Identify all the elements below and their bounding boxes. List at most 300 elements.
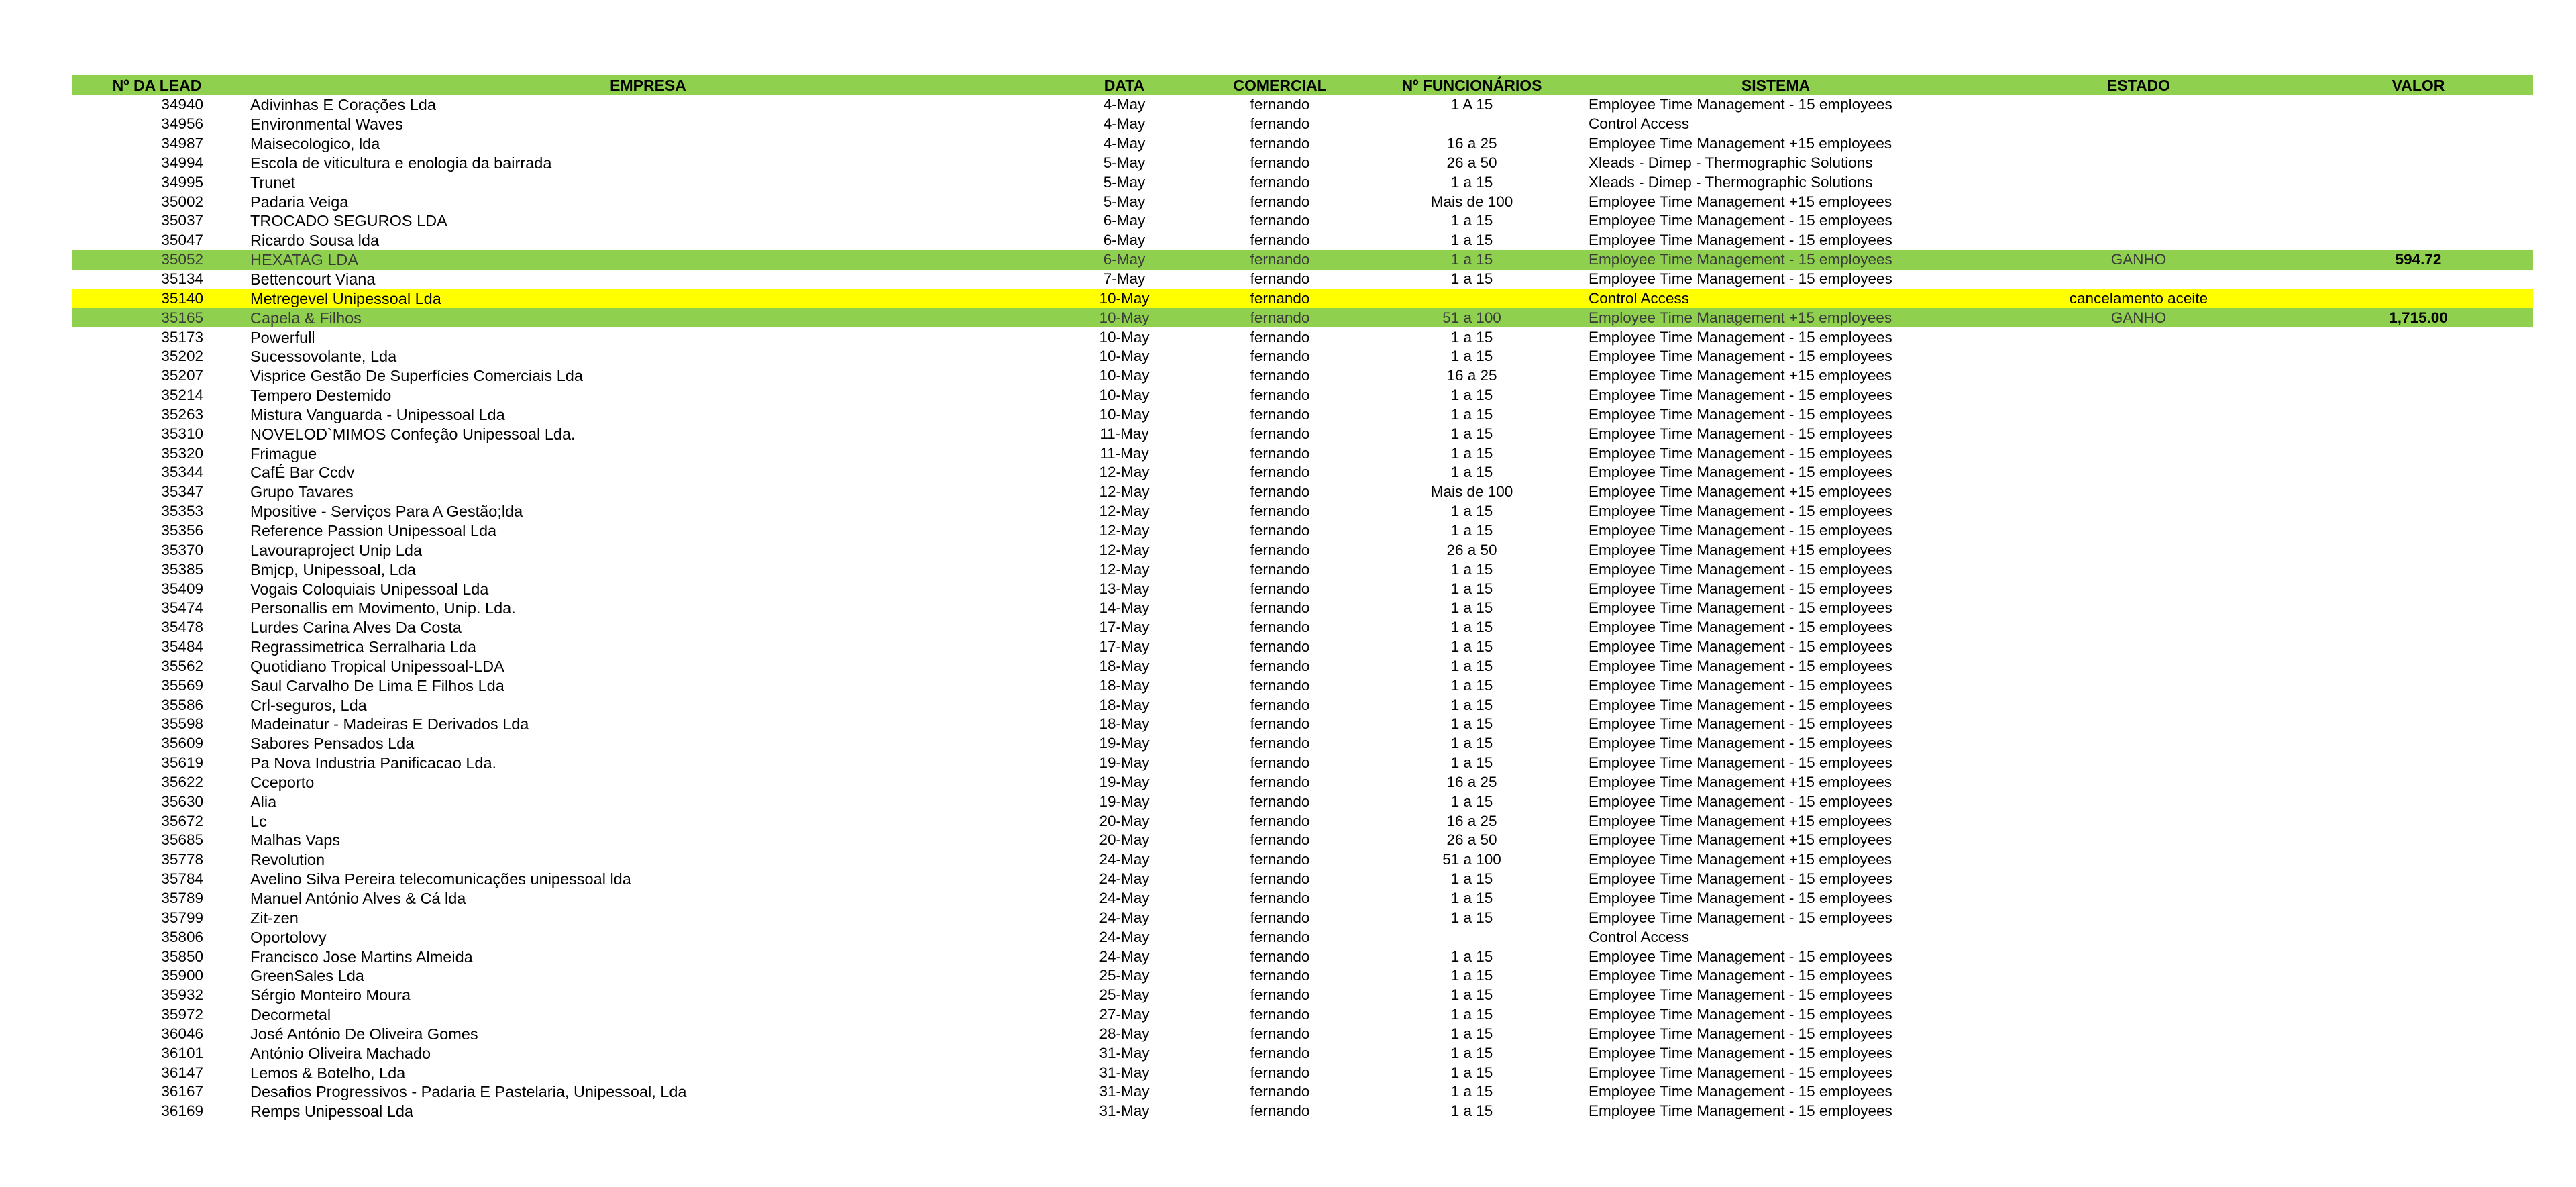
- cell-estado[interactable]: cancelamento aceite: [2069, 289, 2208, 307]
- cell-funcionarios[interactable]: 1 a 15: [1450, 967, 1493, 984]
- cell-sistema[interactable]: Employee Time Management - 15 employees: [1589, 503, 1892, 520]
- cell-valor[interactable]: [2304, 154, 2533, 173]
- cell-valor[interactable]: 1,715.00: [2389, 309, 2448, 326]
- cell-lead-number[interactable]: 36147: [161, 1064, 203, 1081]
- cell-lead-number[interactable]: 35140: [161, 289, 203, 307]
- cell-lead-number[interactable]: 35789: [161, 890, 203, 907]
- cell-funcionarios[interactable]: 1 a 15: [1450, 792, 1493, 810]
- cell-empresa[interactable]: Sérgio Monteiro Moura: [250, 986, 411, 1004]
- cell-comercial[interactable]: fernando: [1250, 986, 1310, 1004]
- cell-data[interactable]: 12-May: [1099, 483, 1150, 501]
- cell-comercial[interactable]: fernando: [1250, 638, 1310, 656]
- cell-estado[interactable]: GANHO: [2110, 251, 2167, 268]
- cell-comercial[interactable]: fernando: [1250, 947, 1310, 965]
- cell-sistema[interactable]: Employee Time Management - 15 employees: [1589, 792, 1892, 810]
- cell-funcionarios[interactable]: 1 a 15: [1450, 348, 1493, 365]
- cell-comercial[interactable]: fernando: [1250, 657, 1310, 674]
- cell-funcionarios[interactable]: [1366, 115, 1578, 134]
- cell-comercial[interactable]: fernando: [1250, 270, 1310, 288]
- cell-comercial[interactable]: fernando: [1250, 541, 1310, 558]
- cell-lead-number[interactable]: 35047: [161, 231, 203, 249]
- cell-estado[interactable]: [1974, 656, 2304, 676]
- cell-funcionarios[interactable]: 1 A 15: [1450, 96, 1493, 113]
- cell-estado[interactable]: [1974, 115, 2304, 134]
- header-estado[interactable]: ESTADO: [2106, 76, 2171, 94]
- cell-valor[interactable]: [2304, 95, 2533, 115]
- cell-comercial[interactable]: fernando: [1250, 599, 1310, 617]
- cell-data[interactable]: 11-May: [1099, 425, 1149, 442]
- cell-funcionarios[interactable]: 1 a 15: [1450, 947, 1493, 965]
- cell-valor[interactable]: [2304, 192, 2533, 211]
- cell-lead-number[interactable]: 35165: [161, 309, 203, 326]
- cell-comercial[interactable]: fernando: [1250, 115, 1310, 133]
- cell-comercial[interactable]: fernando: [1250, 792, 1310, 810]
- cell-funcionarios[interactable]: 26 a 50: [1446, 541, 1497, 558]
- cell-valor[interactable]: [2304, 1025, 2533, 1044]
- cell-sistema[interactable]: Employee Time Management - 15 employees: [1589, 212, 1892, 229]
- cell-sistema[interactable]: Employee Time Management - 15 employees: [1589, 464, 1892, 481]
- cell-empresa[interactable]: Bmjcp, Unipessoal, Lda: [250, 560, 416, 578]
- cell-data[interactable]: 7-May: [1103, 270, 1146, 288]
- cell-estado[interactable]: [1974, 270, 2304, 289]
- cell-sistema[interactable]: Employee Time Management - 15 employees: [1589, 1083, 1892, 1100]
- cell-empresa[interactable]: Oportolovy: [250, 928, 327, 946]
- cell-estado[interactable]: [1974, 560, 2304, 579]
- cell-lead-number[interactable]: 35478: [161, 619, 203, 636]
- cell-lead-number[interactable]: 35484: [161, 638, 203, 656]
- cell-funcionarios[interactable]: 1 a 15: [1450, 1025, 1493, 1042]
- cell-comercial[interactable]: fernando: [1250, 812, 1310, 829]
- cell-funcionarios[interactable]: 1 a 15: [1450, 212, 1493, 229]
- cell-empresa[interactable]: Lavouraproject Unip Lda: [250, 541, 423, 559]
- cell-data[interactable]: 14-May: [1099, 599, 1150, 617]
- cell-data[interactable]: 10-May: [1099, 405, 1150, 423]
- cell-sistema[interactable]: Employee Time Management +15 employees: [1589, 309, 1892, 326]
- cell-funcionarios[interactable]: 16 a 25: [1446, 135, 1497, 152]
- cell-lead-number[interactable]: 35806: [161, 928, 203, 945]
- cell-lead-number[interactable]: 35630: [161, 792, 203, 810]
- cell-lead-number[interactable]: 35347: [161, 483, 203, 501]
- cell-lead-number[interactable]: 35052: [161, 251, 203, 268]
- cell-data[interactable]: 10-May: [1099, 328, 1150, 346]
- cell-estado[interactable]: [1974, 521, 2304, 541]
- cell-empresa[interactable]: NOVELOD`MIMOS Confeção Unipessoal Lda.: [250, 425, 576, 443]
- cell-valor[interactable]: [2304, 715, 2533, 734]
- cell-lead-number[interactable]: 35037: [161, 212, 203, 229]
- cell-comercial[interactable]: fernando: [1250, 483, 1310, 501]
- cell-lead-number[interactable]: 34940: [161, 96, 203, 113]
- cell-lead-number[interactable]: 35202: [161, 348, 203, 365]
- cell-sistema[interactable]: Employee Time Management - 15 employees: [1589, 696, 1892, 713]
- cell-valor[interactable]: [2304, 831, 2533, 850]
- cell-estado[interactable]: [1974, 773, 2304, 792]
- cell-comercial[interactable]: fernando: [1250, 696, 1310, 713]
- cell-comercial[interactable]: fernando: [1250, 348, 1310, 365]
- header-data[interactable]: DATA: [1104, 76, 1145, 94]
- cell-empresa[interactable]: Sabores Pensados Lda: [250, 735, 415, 753]
- cell-valor[interactable]: 594.72: [2395, 251, 2442, 268]
- cell-lead-number[interactable]: 35900: [161, 967, 203, 984]
- cell-estado[interactable]: [1974, 792, 2304, 811]
- cell-estado[interactable]: [1974, 618, 2304, 637]
- cell-valor[interactable]: [2304, 966, 2533, 986]
- cell-lead-number[interactable]: 35474: [161, 599, 203, 617]
- cell-lead-number[interactable]: 35214: [161, 386, 203, 404]
- cell-comercial[interactable]: fernando: [1250, 851, 1310, 868]
- cell-lead-number[interactable]: 35799: [161, 909, 203, 926]
- cell-estado[interactable]: [1974, 192, 2304, 211]
- cell-estado[interactable]: [1974, 1102, 2304, 1121]
- cell-valor[interactable]: [2304, 115, 2533, 134]
- cell-funcionarios[interactable]: 16 a 25: [1446, 367, 1497, 384]
- cell-data[interactable]: 20-May: [1099, 831, 1150, 849]
- cell-funcionarios[interactable]: 1 a 15: [1450, 909, 1493, 926]
- cell-lead-number[interactable]: 35598: [161, 715, 203, 733]
- cell-lead-number[interactable]: 35619: [161, 754, 203, 772]
- cell-valor[interactable]: [2304, 366, 2533, 386]
- cell-estado[interactable]: [1974, 424, 2304, 444]
- cell-empresa[interactable]: Regrassimetrica Serralharia Lda: [250, 638, 476, 656]
- cell-valor[interactable]: [2304, 405, 2533, 425]
- cell-lead-number[interactable]: 36046: [161, 1025, 203, 1042]
- cell-funcionarios[interactable]: 1 a 15: [1450, 270, 1493, 288]
- cell-sistema[interactable]: Employee Time Management +15 employees: [1589, 193, 1892, 210]
- cell-data[interactable]: 28-May: [1099, 1025, 1150, 1042]
- cell-sistema[interactable]: Employee Time Management - 15 employees: [1589, 967, 1892, 984]
- cell-valor[interactable]: [2304, 1082, 2533, 1102]
- cell-comercial[interactable]: fernando: [1250, 890, 1310, 907]
- cell-funcionarios[interactable]: 1 a 15: [1450, 1006, 1493, 1023]
- cell-lead-number[interactable]: 35134: [161, 270, 203, 288]
- cell-empresa[interactable]: Capela & Filhos: [250, 309, 362, 327]
- cell-comercial[interactable]: fernando: [1250, 1006, 1310, 1023]
- cell-sistema[interactable]: Employee Time Management - 15 employees: [1589, 386, 1892, 404]
- cell-sistema[interactable]: Employee Time Management - 15 employees: [1589, 328, 1892, 346]
- cell-sistema[interactable]: Xleads - Dimep - Thermographic Solutions: [1589, 154, 1873, 171]
- cell-estado[interactable]: [1974, 482, 2304, 502]
- cell-sistema[interactable]: Employee Time Management - 15 employees: [1589, 405, 1892, 423]
- cell-lead-number[interactable]: 35356: [161, 521, 203, 539]
- cell-valor[interactable]: [2304, 792, 2533, 811]
- cell-data[interactable]: 19-May: [1099, 754, 1150, 772]
- cell-sistema[interactable]: Employee Time Management - 15 employees: [1589, 251, 1892, 268]
- cell-data[interactable]: 19-May: [1099, 735, 1150, 752]
- cell-empresa[interactable]: Revolution: [250, 851, 325, 869]
- cell-lead-number[interactable]: 35784: [161, 870, 203, 888]
- cell-data[interactable]: 31-May: [1099, 1064, 1150, 1081]
- cell-estado[interactable]: [1974, 811, 2304, 831]
- cell-funcionarios[interactable]: 1 a 15: [1450, 1102, 1493, 1120]
- cell-estado[interactable]: [1974, 947, 2304, 966]
- cell-estado[interactable]: [1974, 1005, 2304, 1025]
- header-empresa[interactable]: EMPRESA: [610, 76, 686, 94]
- cell-valor[interactable]: [2304, 947, 2533, 966]
- cell-funcionarios[interactable]: 1 a 15: [1450, 890, 1493, 907]
- cell-estado[interactable]: [1974, 676, 2304, 695]
- cell-estado[interactable]: [1974, 386, 2304, 405]
- cell-data[interactable]: 6-May: [1103, 212, 1146, 229]
- cell-empresa[interactable]: Metregevel Unipessoal Lda: [250, 289, 441, 307]
- cell-empresa[interactable]: Manuel António Alves & Cá lda: [250, 890, 466, 908]
- cell-estado[interactable]: [1974, 366, 2304, 386]
- cell-empresa[interactable]: Reference Passion Unipessoal Lda: [250, 521, 497, 539]
- cell-estado[interactable]: [1974, 579, 2304, 599]
- cell-sistema[interactable]: Employee Time Management - 15 employees: [1589, 715, 1892, 733]
- cell-estado[interactable]: [1974, 1043, 2304, 1063]
- cell-data[interactable]: 24-May: [1099, 928, 1150, 945]
- cell-valor[interactable]: [2304, 289, 2533, 308]
- cell-valor[interactable]: [2304, 1005, 2533, 1025]
- cell-lead-number[interactable]: 35370: [161, 541, 203, 558]
- cell-empresa[interactable]: Grupo Tavares: [250, 483, 354, 501]
- cell-funcionarios[interactable]: [1366, 289, 1578, 308]
- cell-lead-number[interactable]: 34995: [161, 173, 203, 191]
- cell-estado[interactable]: [1974, 502, 2304, 521]
- cell-sistema[interactable]: Employee Time Management - 15 employees: [1589, 1044, 1892, 1062]
- cell-empresa[interactable]: Powerfull: [250, 328, 315, 346]
- cell-valor[interactable]: [2304, 870, 2533, 889]
- cell-empresa[interactable]: Remps Unipessoal Lda: [250, 1102, 413, 1121]
- cell-lead-number[interactable]: 35850: [161, 947, 203, 965]
- cell-sistema[interactable]: Employee Time Management - 15 employees: [1589, 619, 1892, 636]
- cell-empresa[interactable]: Vogais Coloquiais Unipessoal Lda: [250, 580, 489, 598]
- cell-sistema[interactable]: Employee Time Management - 15 employees: [1589, 676, 1892, 694]
- cell-lead-number[interactable]: 35002: [161, 193, 203, 210]
- cell-sistema[interactable]: Employee Time Management - 15 employees: [1589, 1102, 1892, 1120]
- cell-valor[interactable]: [2304, 986, 2533, 1005]
- cell-valor[interactable]: [2304, 927, 2533, 947]
- cell-estado[interactable]: [1974, 211, 2304, 231]
- cell-estado[interactable]: [1974, 695, 2304, 715]
- cell-comercial[interactable]: fernando: [1250, 909, 1310, 926]
- cell-valor[interactable]: [2304, 347, 2533, 366]
- cell-sistema[interactable]: Employee Time Management - 15 employees: [1589, 1064, 1892, 1081]
- cell-sistema[interactable]: Employee Time Management - 15 employees: [1589, 96, 1892, 113]
- cell-data[interactable]: 4-May: [1103, 115, 1146, 133]
- cell-empresa[interactable]: CafÉ Bar Ccdv: [250, 464, 355, 482]
- cell-sistema[interactable]: Employee Time Management - 15 employees: [1589, 1006, 1892, 1023]
- cell-sistema[interactable]: Employee Time Management - 15 employees: [1589, 599, 1892, 617]
- cell-comercial[interactable]: fernando: [1250, 328, 1310, 346]
- cell-comercial[interactable]: fernando: [1250, 580, 1310, 597]
- cell-funcionarios[interactable]: 16 a 25: [1446, 812, 1497, 829]
- cell-estado[interactable]: [1974, 172, 2304, 192]
- cell-empresa[interactable]: Avelino Silva Pereira telecomunicações unipessoal lda: [250, 870, 631, 888]
- cell-funcionarios[interactable]: 51 a 100: [1442, 309, 1501, 326]
- cell-lead-number[interactable]: 35353: [161, 503, 203, 520]
- cell-sistema[interactable]: Employee Time Management - 15 employees: [1589, 909, 1892, 926]
- cell-sistema[interactable]: Employee Time Management - 15 employees: [1589, 1025, 1892, 1042]
- header-sistema[interactable]: SISTEMA: [1741, 76, 1811, 94]
- cell-sistema[interactable]: Control Access: [1589, 115, 1690, 133]
- cell-comercial[interactable]: fernando: [1250, 444, 1310, 462]
- cell-empresa[interactable]: Francisco Jose Martins Almeida: [250, 947, 473, 966]
- cell-comercial[interactable]: fernando: [1250, 367, 1310, 384]
- cell-comercial[interactable]: fernando: [1250, 135, 1310, 152]
- cell-funcionarios[interactable]: 26 a 50: [1446, 154, 1497, 171]
- cell-data[interactable]: 24-May: [1099, 870, 1150, 888]
- cell-empresa[interactable]: Frimague: [250, 444, 317, 462]
- cell-valor[interactable]: [2304, 502, 2533, 521]
- cell-data[interactable]: 10-May: [1099, 367, 1150, 384]
- cell-funcionarios[interactable]: 1 a 15: [1450, 735, 1493, 752]
- cell-comercial[interactable]: fernando: [1250, 212, 1310, 229]
- cell-lead-number[interactable]: 34987: [161, 135, 203, 152]
- cell-comercial[interactable]: fernando: [1250, 425, 1310, 442]
- cell-valor[interactable]: [2304, 637, 2533, 657]
- cell-estado[interactable]: [1974, 347, 2304, 366]
- cell-comercial[interactable]: fernando: [1250, 754, 1310, 772]
- cell-empresa[interactable]: Lurdes Carina Alves Da Costa: [250, 619, 462, 637]
- cell-estado[interactable]: [1974, 927, 2304, 947]
- cell-lead-number[interactable]: 35173: [161, 328, 203, 346]
- cell-funcionarios[interactable]: Mais de 100: [1430, 483, 1513, 501]
- cell-comercial[interactable]: fernando: [1250, 193, 1310, 210]
- cell-valor[interactable]: [2304, 521, 2533, 541]
- cell-lead-number[interactable]: 35344: [161, 464, 203, 481]
- cell-lead-number[interactable]: 35263: [161, 405, 203, 423]
- cell-empresa[interactable]: Trunet: [250, 173, 296, 191]
- cell-valor[interactable]: [2304, 908, 2533, 927]
- cell-empresa[interactable]: HEXATAG LDA: [250, 251, 359, 269]
- cell-empresa[interactable]: Mistura Vanguarda - Unipessoal Lda: [250, 405, 505, 423]
- cell-estado[interactable]: [1974, 637, 2304, 657]
- cell-funcionarios[interactable]: 1 a 15: [1450, 599, 1493, 617]
- cell-comercial[interactable]: fernando: [1250, 251, 1310, 268]
- cell-estado[interactable]: [1974, 1063, 2304, 1082]
- cell-estado[interactable]: [1974, 540, 2304, 560]
- cell-funcionarios[interactable]: 16 a 25: [1446, 773, 1497, 790]
- cell-lead-number[interactable]: 35320: [161, 444, 203, 462]
- cell-funcionarios[interactable]: 1 a 15: [1450, 619, 1493, 636]
- cell-valor[interactable]: [2304, 482, 2533, 502]
- cell-data[interactable]: 17-May: [1099, 638, 1150, 656]
- cell-empresa[interactable]: Madeinatur - Madeiras E Derivados Lda: [250, 715, 529, 733]
- cell-estado[interactable]: [1974, 95, 2304, 115]
- cell-sistema[interactable]: Employee Time Management - 15 employees: [1589, 754, 1892, 772]
- cell-data[interactable]: 24-May: [1099, 851, 1150, 868]
- cell-comercial[interactable]: fernando: [1250, 154, 1310, 171]
- cell-data[interactable]: 18-May: [1099, 676, 1150, 694]
- cell-lead-number[interactable]: 36167: [161, 1083, 203, 1100]
- cell-data[interactable]: 5-May: [1103, 154, 1146, 171]
- cell-data[interactable]: 12-May: [1099, 464, 1150, 481]
- cell-valor[interactable]: [2304, 231, 2533, 250]
- cell-funcionarios[interactable]: 1 a 15: [1450, 560, 1493, 578]
- cell-empresa[interactable]: Malhas Vaps: [250, 831, 341, 849]
- header-comercial[interactable]: COMERCIAL: [1233, 76, 1327, 94]
- cell-funcionarios[interactable]: 1 a 15: [1450, 405, 1493, 423]
- cell-empresa[interactable]: Pa Nova Industria Panificacao Lda.: [250, 754, 497, 772]
- cell-estado[interactable]: [1974, 134, 2304, 154]
- cell-estado[interactable]: [1974, 986, 2304, 1005]
- cell-data[interactable]: 5-May: [1103, 193, 1146, 210]
- cell-comercial[interactable]: fernando: [1250, 1102, 1310, 1120]
- cell-sistema[interactable]: Control Access: [1589, 928, 1690, 945]
- cell-sistema[interactable]: Xleads - Dimep - Thermographic Solutions: [1589, 173, 1873, 191]
- cell-sistema[interactable]: Control Access: [1589, 289, 1690, 307]
- cell-data[interactable]: 19-May: [1099, 773, 1150, 790]
- cell-empresa[interactable]: Lc: [250, 812, 267, 830]
- cell-lead-number[interactable]: 35672: [161, 812, 203, 829]
- cell-data[interactable]: 25-May: [1099, 967, 1150, 984]
- cell-valor[interactable]: [2304, 734, 2533, 754]
- cell-data[interactable]: 27-May: [1099, 1006, 1150, 1023]
- cell-estado[interactable]: [1974, 405, 2304, 425]
- cell-funcionarios[interactable]: Mais de 100: [1430, 193, 1513, 210]
- cell-estado[interactable]: GANHO: [2110, 309, 2167, 326]
- cell-data[interactable]: 13-May: [1099, 580, 1150, 597]
- cell-funcionarios[interactable]: 26 a 50: [1446, 831, 1497, 849]
- cell-comercial[interactable]: fernando: [1250, 309, 1310, 326]
- cell-data[interactable]: 25-May: [1099, 986, 1150, 1004]
- cell-sistema[interactable]: Employee Time Management - 15 employees: [1589, 638, 1892, 656]
- cell-valor[interactable]: [2304, 1063, 2533, 1082]
- cell-comercial[interactable]: fernando: [1250, 1064, 1310, 1081]
- cell-empresa[interactable]: Zit-zen: [250, 909, 299, 927]
- cell-sistema[interactable]: Employee Time Management - 15 employees: [1589, 580, 1892, 597]
- cell-funcionarios[interactable]: 1 a 15: [1450, 521, 1493, 539]
- cell-estado[interactable]: [1974, 734, 2304, 754]
- cell-empresa[interactable]: Bettencourt Viana: [250, 270, 376, 289]
- cell-sistema[interactable]: Employee Time Management +15 employees: [1589, 367, 1892, 384]
- cell-funcionarios[interactable]: 1 a 15: [1450, 464, 1493, 481]
- cell-estado[interactable]: [1974, 870, 2304, 889]
- cell-data[interactable]: 18-May: [1099, 696, 1150, 713]
- cell-data[interactable]: 12-May: [1099, 503, 1150, 520]
- cell-funcionarios[interactable]: 1 a 15: [1450, 328, 1493, 346]
- cell-sistema[interactable]: Employee Time Management - 15 employees: [1589, 560, 1892, 578]
- cell-valor[interactable]: [2304, 850, 2533, 870]
- cell-empresa[interactable]: António Oliveira Machado: [250, 1044, 431, 1062]
- cell-comercial[interactable]: fernando: [1250, 928, 1310, 945]
- cell-funcionarios[interactable]: 1 a 15: [1450, 986, 1493, 1004]
- cell-valor[interactable]: [2304, 579, 2533, 599]
- cell-empresa[interactable]: TROCADO SEGUROS LDA: [250, 212, 447, 230]
- cell-valor[interactable]: [2304, 560, 2533, 579]
- cell-funcionarios[interactable]: 1 a 15: [1450, 231, 1493, 249]
- cell-sistema[interactable]: Employee Time Management - 15 employees: [1589, 270, 1892, 288]
- cell-comercial[interactable]: fernando: [1250, 715, 1310, 733]
- cell-data[interactable]: 17-May: [1099, 619, 1150, 636]
- cell-sistema[interactable]: Employee Time Management +15 employees: [1589, 135, 1892, 152]
- cell-sistema[interactable]: Employee Time Management +15 employees: [1589, 541, 1892, 558]
- cell-empresa[interactable]: Saul Carvalho De Lima E Filhos Lda: [250, 676, 504, 694]
- cell-estado[interactable]: [1974, 444, 2304, 463]
- cell-lead-number[interactable]: 36101: [161, 1044, 203, 1062]
- cell-funcionarios[interactable]: 1 a 15: [1450, 696, 1493, 713]
- cell-funcionarios[interactable]: 1 a 15: [1450, 1064, 1493, 1081]
- cell-estado[interactable]: [1974, 599, 2304, 618]
- cell-comercial[interactable]: fernando: [1250, 1025, 1310, 1042]
- cell-valor[interactable]: [2304, 811, 2533, 831]
- cell-data[interactable]: 12-May: [1099, 521, 1150, 539]
- cell-data[interactable]: 24-May: [1099, 909, 1150, 926]
- cell-sistema[interactable]: Employee Time Management - 15 employees: [1589, 890, 1892, 907]
- cell-data[interactable]: 10-May: [1099, 348, 1150, 365]
- cell-empresa[interactable]: Decormetal: [250, 1006, 331, 1024]
- cell-empresa[interactable]: Alia: [250, 792, 277, 811]
- cell-valor[interactable]: [2304, 270, 2533, 289]
- cell-empresa[interactable]: Desafios Progressivos - Padaria E Pastelaria, Unipessoal, Lda: [250, 1083, 687, 1101]
- cell-data[interactable]: 11-May: [1099, 444, 1149, 462]
- cell-estado[interactable]: [1974, 327, 2304, 347]
- cell-empresa[interactable]: Lemos & Botelho, Lda: [250, 1064, 406, 1082]
- cell-comercial[interactable]: fernando: [1250, 773, 1310, 790]
- cell-sistema[interactable]: Employee Time Management +15 employees: [1589, 773, 1892, 790]
- cell-valor[interactable]: [2304, 1102, 2533, 1121]
- cell-lead-number[interactable]: 35685: [161, 831, 203, 849]
